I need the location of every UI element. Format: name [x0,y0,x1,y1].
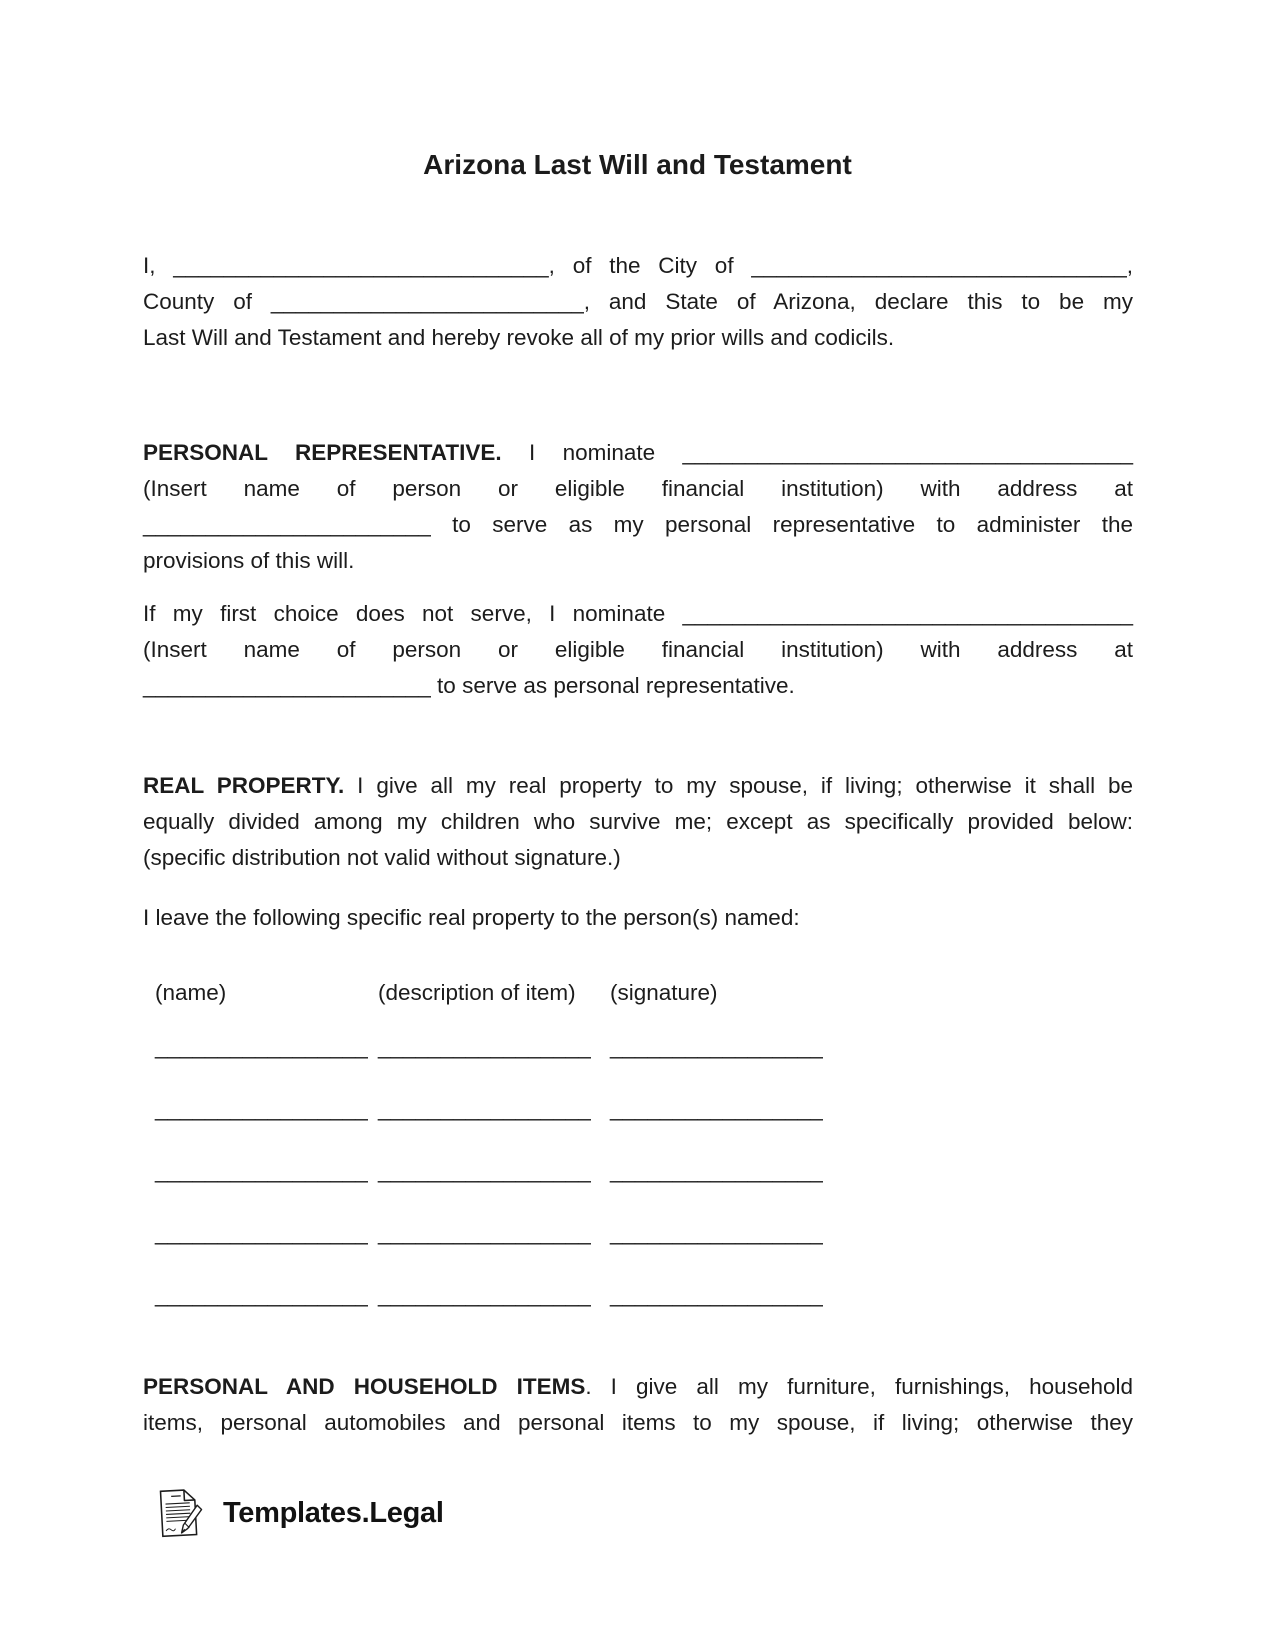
blank-line-description: _________________ [378,1220,591,1245]
personal-representative-heading: PERSONAL REPRESENTATIVE. [143,440,502,465]
ph-line-1 [143,1369,1133,1405]
table-row [143,1277,1133,1313]
rp-line-1-text: I give all my real property to my spouse, if living; otherwise it shall be [344,773,1134,798]
blank-line-signature: _________________ [610,1096,823,1121]
column-header-signature: (signature) [610,980,718,1005]
ph-line-1-text: . I give all my furniture, furnishings, household [585,1374,1134,1399]
blank-line-description: _________________ [378,1096,591,1121]
table-row [143,1029,1133,1065]
rp-line-1 [143,768,1133,804]
column-header-description: (description of item) [378,980,576,1005]
ph-line-2: items, personal automobiles and personal items to my spouse, if living; otherwise they [143,1410,1133,1435]
blank-line-description: _________________ [378,1158,591,1183]
blank-line-name: _________________ [155,1158,368,1183]
opening-line-1: I, ______________________________, of the City of ______________________________, [143,253,1133,278]
blank-line-description: _________________ [378,1282,591,1307]
blank-line-name: _________________ [155,1282,368,1307]
blank-line-name: _________________ [155,1034,368,1059]
rp-line-2: equally divided among my children who survive me; except as specifically provided below: [143,809,1133,834]
blank-line-signature: _________________ [610,1282,823,1307]
pr-line-1-text: I nominate ____________________________________ [501,440,1133,465]
table-row [143,1091,1133,1127]
document-title: Arizona Last Will and Testament [423,149,852,180]
opening-paragraph [143,248,1133,356]
blank-line-name: _________________ [155,1220,368,1245]
alt-line-1: If my first choice does not serve, I nominate ____________________________________ [143,601,1133,626]
blank-line-description: _________________ [378,1034,591,1059]
pr-line-3: _______________________ to serve as my personal representative to administer the [143,512,1133,537]
pr-line-1 [143,435,1133,471]
property-table-header [143,975,1133,1011]
pr-line-4: provisions of this will. [143,548,355,573]
table-row [143,1215,1133,1251]
real-property-intro [143,900,1133,936]
personal-household-heading: PERSONAL AND HOUSEHOLD ITEMS [143,1374,586,1399]
personal-representative-paragraph [143,435,1133,579]
property-table-rows [143,1029,1133,1313]
brand-name[interactable]: Templates.Legal [223,1496,444,1529]
column-header-name: (name) [155,980,227,1005]
pr-line-2: (Insert name of person or eligible financial institution) with address at [143,476,1133,501]
real-property-heading: REAL PROPERTY. [143,773,345,798]
rp-intro-line: I leave the following specific real property to the person(s) named: [143,905,800,930]
blank-line-signature: _________________ [610,1220,823,1245]
table-row [143,1153,1133,1189]
blank-line-signature: _________________ [610,1034,823,1059]
footer-logo[interactable] [153,1483,1275,1543]
opening-line-3: Last Will and Testament and hereby revoke all of my prior wills and codicils. [143,325,895,350]
personal-household-paragraph [143,1369,1133,1441]
document-body [143,248,1133,1441]
real-property-paragraph [143,768,1133,876]
rp-line-3: (specific distribution not valid without signature.) [143,845,621,870]
document-pen-icon [153,1483,205,1543]
blank-line-name: _________________ [155,1096,368,1121]
alternate-representative-paragraph [143,596,1133,704]
blank-line-signature: _________________ [610,1158,823,1183]
opening-line-2: County of _________________________, and State of Arizona, declare this to be my [143,289,1133,314]
alt-line-2: (Insert name of person or eligible financial institution) with address at [143,637,1133,662]
alt-line-3: _______________________ to serve as personal representative. [143,673,795,698]
